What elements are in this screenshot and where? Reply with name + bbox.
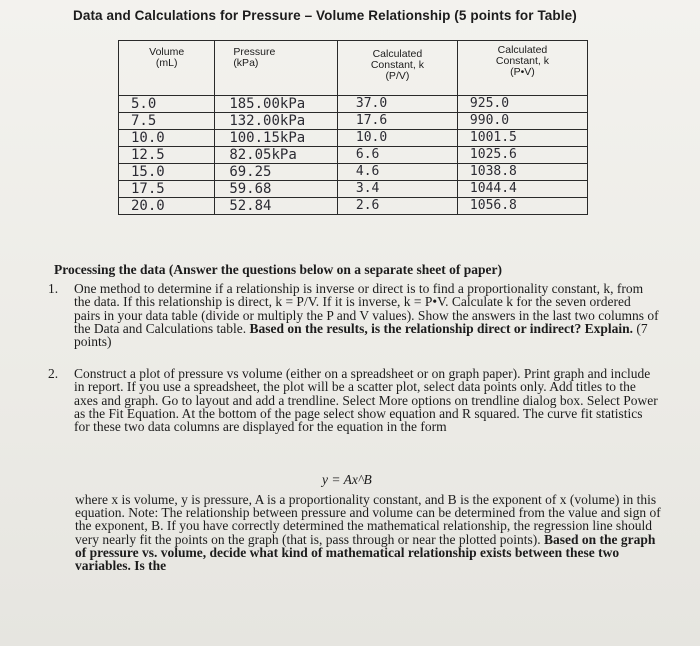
page-title: Data and Calculations for Pressure – Volume Relationship (5 points for Table) xyxy=(73,8,577,23)
header-volume-line2: (mL) xyxy=(155,57,178,69)
header-volume xyxy=(119,41,215,96)
table-row xyxy=(119,147,588,164)
header-k-multiply xyxy=(457,41,587,96)
cell-k-divide: 17.6 xyxy=(337,113,457,130)
question-1-body xyxy=(74,282,660,348)
explanation-text: where x is volume, y is pressure, A is a proportionality constant, and B is the exponent of x (volume) in this equation. Note: The relationship between pressure and volume can be determined from the value and sign of the exponent, B. If you have correctly determined the mathematical relationship, the regression line should very nearly fit the points on the graph (that is, pass through or near the plotted points). xyxy=(75,492,661,547)
header-pressure-line2: (kPa) xyxy=(233,57,259,69)
header-k-multiply-line1: Calculated xyxy=(497,44,548,56)
cell-k-multiply: 1056.8 xyxy=(457,198,587,215)
cell-k-divide: 6.6 xyxy=(337,147,457,164)
table-row xyxy=(119,164,588,181)
table-row xyxy=(119,130,588,147)
cell-k-multiply: 990.0 xyxy=(457,113,587,130)
table-header-row xyxy=(119,41,588,96)
power-equation: y = Ax^B xyxy=(322,472,372,487)
cell-volume: 15.0 xyxy=(119,164,215,181)
table-row xyxy=(119,113,588,130)
cell-pressure: 59.68 xyxy=(215,181,338,198)
cell-pressure: 69.25 xyxy=(215,164,338,181)
cell-volume: 20.0 xyxy=(119,198,215,215)
header-pressure-line1: Pressure xyxy=(233,46,276,58)
header-pressure xyxy=(215,41,338,96)
table-row xyxy=(119,96,588,113)
cell-k-divide: 10.0 xyxy=(337,130,457,147)
cell-k-divide: 37.0 xyxy=(337,96,457,113)
cell-k-multiply: 1001.5 xyxy=(457,130,587,147)
processing-heading: Processing the data (Answer the questions below on a separate sheet of paper) xyxy=(54,262,502,277)
header-k-divide-line3: (P/V) xyxy=(385,70,410,82)
data-table xyxy=(118,40,588,215)
explanation-paragraph xyxy=(75,493,670,572)
header-volume-line1: Volume xyxy=(149,46,185,58)
question-1-bold: Based on the results, is the relationship direct or indirect? Explain. xyxy=(249,320,633,336)
cell-k-divide: 4.6 xyxy=(337,164,457,181)
cell-pressure: 100.15kPa xyxy=(215,130,338,147)
table-row xyxy=(119,198,588,215)
cell-volume: 5.0 xyxy=(119,96,215,113)
cell-volume: 12.5 xyxy=(119,147,215,164)
header-k-divide-line1: Calculated xyxy=(372,48,423,60)
question-1-text: One method to determine if a relationship is inverse or direct is to find a proportionality constant, k, from the data. If this relationship is direct, k = P/V. If it is inverse, k = P•V. Calculate k for the seven ordered pairs in your data table (divide or multiply the P and V values). Show the answers in the last two columns of the Data and Calculations table. xyxy=(74,281,659,336)
cell-pressure: 52.84 xyxy=(215,198,338,215)
cell-pressure: 82.05kPa xyxy=(215,147,338,164)
cell-k-multiply: 925.0 xyxy=(457,96,587,113)
cell-volume: 10.0 xyxy=(119,130,215,147)
cell-k-multiply: 1025.6 xyxy=(457,147,587,164)
header-k-divide-line2: Constant, k xyxy=(370,59,424,71)
header-k-multiply-line3: (P•V) xyxy=(510,66,535,78)
explanation-bold: Based on the graph of pressure vs. volume, decide what kind of mathematical relationship exists between these two variables. Is the xyxy=(75,531,656,574)
question-2-number: 2. xyxy=(48,366,59,381)
question-1-points: (7 points) xyxy=(74,320,648,350)
cell-pressure: 185.00kPa xyxy=(215,96,338,113)
question-1-number: 1. xyxy=(48,281,59,296)
table-row xyxy=(119,181,588,198)
header-k-divide xyxy=(337,41,457,96)
cell-volume: 17.5 xyxy=(119,181,215,198)
cell-volume: 7.5 xyxy=(119,113,215,130)
cell-k-divide: 2.6 xyxy=(337,198,457,215)
cell-pressure: 132.00kPa xyxy=(215,113,338,130)
cell-k-multiply: 1038.8 xyxy=(457,164,587,181)
question-2-text: Construct a plot of pressure vs volume (either on a spreadsheet or on graph paper). Print graph and include in report. If you use a spreadsheet, the plot will be a scatter plot, select data points only. Add titles to the axes and graph. Go to layout and add a trendline. Select More options on trendline dialog box. Select Power as the Fit Equation. At the bottom of the page select show equation and R squared. The curve fit statistics for these two data columns are displayed for the equation in the form xyxy=(74,366,658,435)
cell-k-divide: 3.4 xyxy=(337,181,457,198)
cell-k-multiply: 1044.4 xyxy=(457,181,587,198)
header-k-multiply-line2: Constant, k xyxy=(495,55,550,67)
